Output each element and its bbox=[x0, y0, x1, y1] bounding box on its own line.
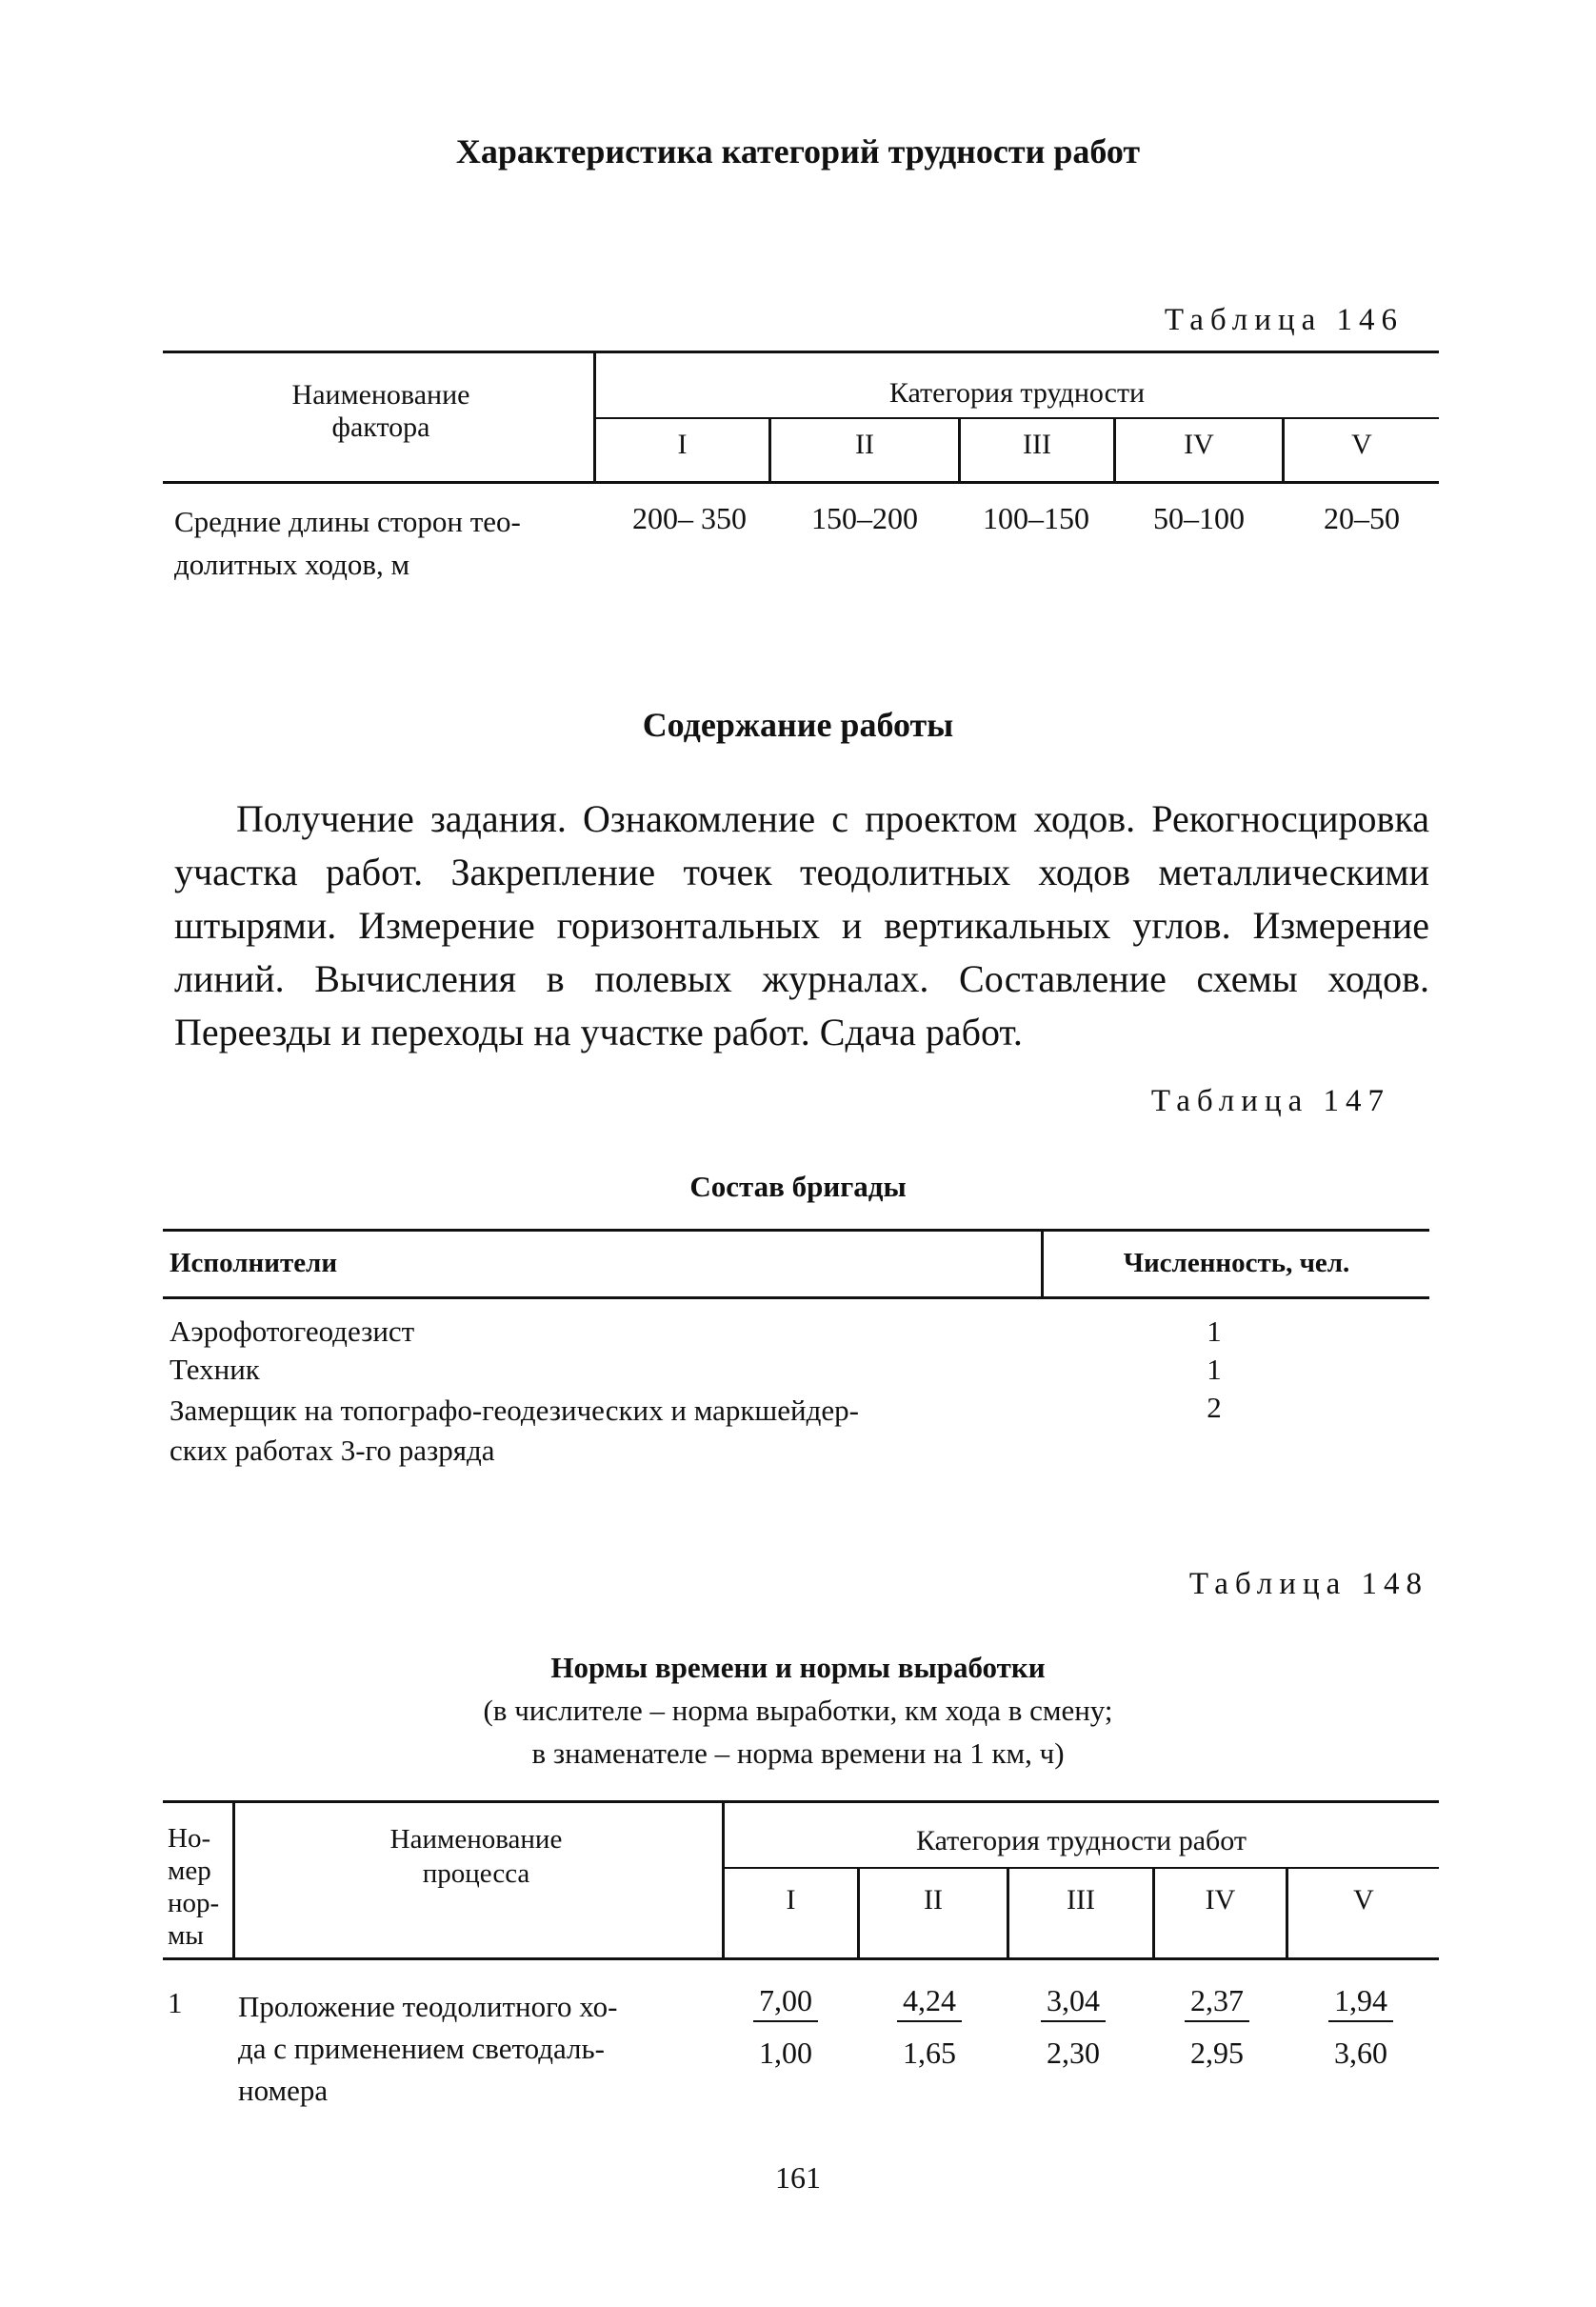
page-number: 161 bbox=[775, 2160, 821, 2195]
table-147-header-performers: Исполнители bbox=[170, 1248, 338, 1278]
table-147-row-name: Техник bbox=[170, 1353, 260, 1386]
table-148-norm-I bbox=[733, 1983, 838, 2071]
table-146-row-label-line2: долитных ходов, м bbox=[174, 548, 410, 581]
table-148-denominator: 2,30 bbox=[1047, 2036, 1100, 2070]
table-148-denominator: 3,60 bbox=[1334, 2036, 1387, 2070]
table-148-numerator: 1,94 bbox=[1328, 1983, 1393, 2022]
table-147-top-rule bbox=[163, 1229, 1429, 1232]
table-148-norm-III bbox=[1021, 1983, 1126, 2071]
table-146-header-bottom-rule bbox=[163, 481, 1439, 484]
table-148-row-process bbox=[238, 1986, 617, 2112]
table-148-row-process-line: номера bbox=[238, 2074, 329, 2107]
table-147-header-bottom-rule bbox=[163, 1296, 1429, 1299]
table-146-row-label-line1: Средние длины сторон тео- bbox=[174, 505, 521, 538]
table-146-header-category: Категория трудности bbox=[888, 377, 1146, 409]
table-148-denominator: 1,65 bbox=[903, 2036, 956, 2070]
table-146-cat-IV: IV bbox=[1184, 429, 1214, 460]
table-147-caption: Таблица 147 bbox=[1150, 1084, 1390, 1118]
table-148-caption: Таблица 148 bbox=[1188, 1567, 1428, 1601]
table-148-row-process-line: Проложение теодолитного хо- bbox=[238, 1990, 618, 2023]
table-146-caption: Таблица 146 bbox=[1164, 303, 1404, 337]
table-148-row-number: 1 bbox=[168, 1986, 183, 2019]
table-148-header-number-line: мер bbox=[168, 1856, 211, 1886]
table-147-row-count: 1 bbox=[1207, 1353, 1222, 1386]
table-148-denominator: 1,00 bbox=[759, 2036, 812, 2070]
table-148-numerator: 2,37 bbox=[1185, 1983, 1249, 2022]
table-148-denominator: 2,95 bbox=[1190, 2036, 1244, 2070]
table-146-value-II: 150–200 bbox=[811, 501, 918, 535]
table-146-value-V: 20–50 bbox=[1324, 501, 1400, 535]
table-148-header-bottom-rule bbox=[163, 1957, 1439, 1960]
table-148-numerator: 7,00 bbox=[753, 1983, 818, 2022]
table-146-cat-III: III bbox=[1023, 429, 1051, 460]
table-148-numerator: 4,24 bbox=[897, 1983, 962, 2022]
table-146-value-I: 200– 350 bbox=[632, 501, 747, 535]
page-title: Характеристика категорий трудности работ bbox=[455, 132, 1141, 171]
table-146-top-rule bbox=[163, 351, 1439, 353]
table-148-subtitle-line2: в знаменателе – норма времени на 1 км, ч) bbox=[531, 1736, 1065, 1770]
table-148-norm-V bbox=[1308, 1983, 1413, 2071]
table-148-top-rule bbox=[163, 1800, 1439, 1803]
table-146-row-label bbox=[174, 500, 521, 586]
work-content-text: Получение задания. Ознакомление с проектом ходов. Рекогносцировка участка работ. Закрепление точек теодолитных ходов металлическими штырями. Измерение горизонтальных и вертикальных углов. Измерение линий. Вычисления в полевых журналах. Составление схемы ходов. Переезды и переходы на участке работ. Сдача работ. bbox=[174, 797, 1429, 1053]
table-146-mid-rule bbox=[595, 417, 1439, 419]
table-147-row-name bbox=[170, 1391, 859, 1471]
table-148-norm-II bbox=[877, 1983, 982, 2071]
table-148-header-process: Наименование процесса bbox=[389, 1824, 563, 1889]
table-146-cat-V: V bbox=[1351, 429, 1372, 460]
table-147-header-count: Численность, чел. bbox=[1123, 1248, 1350, 1278]
table-148-numerator: 3,04 bbox=[1041, 1983, 1106, 2022]
table-148-cat-III: III bbox=[1067, 1884, 1095, 1916]
table-148-header-number-line: мы bbox=[168, 1920, 204, 1951]
table-147-row-name-line1: Замерщик на топографо-геодезических и маркшейдер- bbox=[170, 1394, 859, 1427]
table-148-header-number bbox=[168, 1822, 219, 1952]
table-147-row-count: 1 bbox=[1207, 1314, 1222, 1348]
work-content-heading: Содержание работы bbox=[642, 706, 954, 744]
table-146-vline bbox=[593, 352, 596, 481]
table-147-row-name: Аэрофотогеодезист bbox=[170, 1314, 415, 1348]
table-147-row-count: 2 bbox=[1207, 1391, 1222, 1424]
table-148-norm-IV bbox=[1165, 1983, 1269, 2071]
table-148-row-process-line: да с применением светодаль- bbox=[238, 2032, 605, 2065]
table-147-title: Состав бригады bbox=[689, 1170, 907, 1203]
table-146-header-factor: Наименование фактора bbox=[291, 379, 470, 443]
table-148-cat-V: V bbox=[1353, 1884, 1374, 1916]
table-148-cat-I: I bbox=[786, 1884, 796, 1916]
table-146-value-III: 100–150 bbox=[983, 501, 1089, 535]
table-148-header-number-line: Но- bbox=[168, 1823, 211, 1854]
table-148-mid-rule bbox=[724, 1867, 1439, 1869]
table-148-header-number-line: нор- bbox=[168, 1888, 220, 1918]
table-148-cat-IV: IV bbox=[1205, 1884, 1236, 1916]
table-148-vline bbox=[232, 1802, 235, 1957]
table-148-subtitle-line1: (в числителе – норма выработки, км хода в смену; bbox=[483, 1694, 1113, 1727]
table-146-value-IV: 50–100 bbox=[1153, 501, 1245, 535]
table-148-header-category: Категория трудности работ bbox=[915, 1825, 1247, 1856]
table-147-row-name-line2: ских работах 3-го разряда bbox=[170, 1434, 495, 1467]
table-148-title: Нормы времени и нормы выработки bbox=[550, 1651, 1046, 1684]
table-148-cat-II: II bbox=[924, 1884, 943, 1916]
table-146-cat-I: I bbox=[677, 429, 688, 460]
table-146-cat-II: II bbox=[855, 429, 874, 460]
